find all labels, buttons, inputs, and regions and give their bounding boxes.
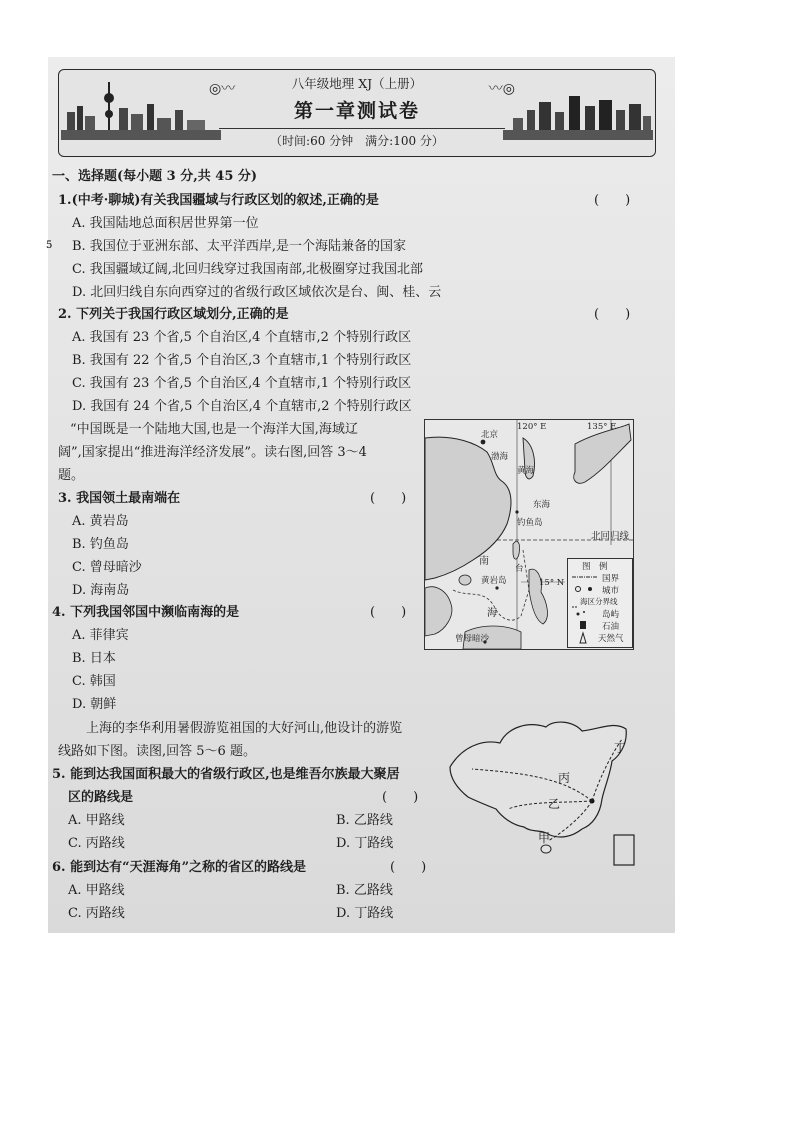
question-2-stem: 2. 下列关于我国行政区域划分,正确的是 [58, 307, 289, 322]
question-4-option-c[interactable]: C. 韩国 [72, 674, 116, 689]
legend-item: 国界 [602, 574, 620, 584]
map-place-label: 黄海 [517, 466, 535, 476]
question-4-stem: 4. 下列我国邻国中濒临南海的是 [52, 605, 240, 620]
passage-1-line: 题。 [58, 468, 85, 483]
question-6-option-b[interactable]: B. 乙路线 [336, 883, 393, 898]
exam-meta: （时间:60 分钟 满分:100 分） [270, 134, 444, 148]
question-3-option-b[interactable]: B. 钓鱼岛 [72, 537, 129, 552]
china-route-map [442, 717, 642, 867]
route-label-ding: 丁 [614, 741, 627, 755]
question-6-answer-blank[interactable]: ( ) [390, 860, 427, 875]
legend-item: 城市 [602, 586, 620, 596]
legend-item: 岛屿 [602, 610, 620, 620]
passage-1-line: “中国既是一个陆地大国,也是一个海洋大国,海域辽 [70, 422, 358, 437]
question-5-option-a[interactable]: A. 甲路线 [68, 813, 125, 828]
question-3-option-c[interactable]: C. 曾母暗沙 [72, 560, 142, 575]
header-banner [58, 69, 656, 157]
question-2-option-d[interactable]: D. 我国有 24 个省,5 个自治区,4 个直辖市,2 个特别行政区 [72, 399, 412, 414]
question-1-option-c[interactable]: C. 我国疆域辽阔,北回归线穿过我国南部,北极圈穿过我国北部 [72, 262, 424, 277]
question-4-option-b[interactable]: B. 日本 [72, 651, 116, 666]
exam-sheet [48, 57, 675, 933]
ornament-swirl-icon: ◎〰 [209, 81, 236, 97]
question-6-option-c[interactable]: C. 丙路线 [68, 906, 125, 921]
map-place-label: 黄岩岛 [481, 576, 507, 586]
question-2-option-b[interactable]: B. 我国有 22 个省,5 个自治区,3 个直辖市,1 个特别行政区 [72, 353, 412, 368]
divider [219, 128, 505, 129]
legend-item: 天然气 [598, 634, 624, 644]
page-edge-mark: 5 [46, 240, 53, 251]
question-4-option-a[interactable]: A. 菲律宾 [72, 628, 129, 643]
meridian-label: 120° E [517, 422, 547, 432]
passage-2-line: 上海的李华利用暑假游览祖国的大好河山,他设计的游览 [86, 721, 403, 736]
map-place-label: 南 [479, 556, 489, 567]
passage-2-line: 线路如下图。读图,回答 5～6 题。 [58, 744, 256, 759]
exam-title: 第一章测试卷 [293, 100, 420, 122]
route-label-yi: 乙 [548, 797, 561, 811]
legend-item: 海区分界线 [580, 597, 618, 606]
question-5-stem-cont: 区的路线是 [68, 790, 134, 805]
question-6-option-d[interactable]: D. 丁路线 [336, 906, 394, 921]
passage-1-line: 阔”,国家提出“推进海洋经济发展”。读右图,回答 3～4 [58, 445, 367, 460]
map-place-label: 钓鱼岛 [517, 518, 543, 528]
question-1-stem: 1.(中考·聊城)有关我国疆域与行政区划的叙述,正确的是 [58, 193, 379, 208]
map-place-label: 曾母暗沙 [455, 634, 490, 644]
grade-label: 八年级地理 XJ（上册） [291, 76, 423, 91]
map-place-label: 海 [487, 608, 497, 619]
question-2-option-c[interactable]: C. 我国有 23 个省,5 个自治区,4 个直辖市,1 个特别行政区 [72, 376, 412, 391]
map-place-label: 台 [515, 564, 524, 574]
map-legend [567, 558, 633, 648]
question-3-option-a[interactable]: A. 黄岩岛 [72, 514, 129, 529]
map-place-label: 渤海 [491, 452, 509, 462]
legend-symbols [568, 559, 632, 647]
question-4-option-d[interactable]: D. 朝鲜 [72, 697, 117, 712]
question-5-stem: 5. 能到达我国面积最大的省级行政区,也是维吾尔族最大聚居 [52, 767, 400, 782]
question-3-option-d[interactable]: D. 海南岛 [72, 583, 130, 598]
route-label-bing: 丙 [558, 771, 571, 785]
latitude-label: 15° N [539, 578, 565, 588]
question-1-answer-blank[interactable]: ( ) [594, 193, 631, 208]
question-2-option-a[interactable]: A. 我国有 23 个省,5 个自治区,4 个直辖市,2 个特别行政区 [72, 330, 412, 345]
sea-territory-map [424, 419, 634, 650]
question-1-option-b[interactable]: B. 我国位于亚洲东部、太平洋西岸,是一个海陆兼备的国家 [72, 239, 406, 254]
section-heading: 一、选择题(每小题 3 分,共 45 分) [52, 169, 258, 184]
map-place-label: 东海 [533, 500, 551, 510]
meridian-label: 135° E [587, 422, 617, 432]
question-3-answer-blank[interactable]: ( ) [370, 491, 407, 506]
legend-item: 石油 [602, 622, 620, 632]
question-5-option-d[interactable]: D. 丁路线 [336, 836, 394, 851]
question-5-option-c[interactable]: C. 丙路线 [68, 836, 125, 851]
question-5-answer-blank[interactable]: ( ) [382, 790, 419, 805]
map-place-label: 北京 [481, 430, 499, 440]
ornament-swirl-icon: 〰◎ [488, 81, 515, 97]
question-5-option-b[interactable]: B. 乙路线 [336, 813, 393, 828]
question-1-option-a[interactable]: A. 我国陆地总面积居世界第一位 [72, 216, 259, 231]
question-1-option-d[interactable]: D. 北回归线自东向西穿过的省级行政区域依次是台、闽、桂、云 [72, 285, 442, 300]
question-6-stem: 6. 能到达有“天涯海角”之称的省区的路线是 [52, 860, 307, 875]
route-label-jia: 甲 [538, 831, 551, 845]
question-2-answer-blank[interactable]: ( ) [594, 307, 631, 322]
legend-title: 图 例 [582, 562, 608, 572]
question-6-option-a[interactable]: A. 甲路线 [68, 883, 125, 898]
question-4-answer-blank[interactable]: ( ) [370, 605, 407, 620]
question-3-stem: 3. 我国领土最南端在 [58, 491, 181, 506]
tropic-label: 北回归线 [591, 531, 630, 542]
